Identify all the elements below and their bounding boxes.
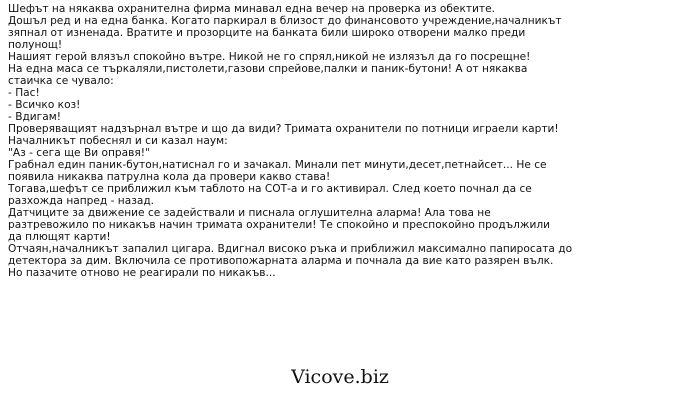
text-line: разтревожило по никакъв начин тримата охранители! Те спокойно и преспокойно продължили [8,219,551,231]
text-line: да плющят карти! [8,231,111,243]
text-line: Нашият герой влязъл спокойно вътре. Никой не го спрял,никой не излязъл да го посрещне! [8,51,531,63]
text-line: - Всичко коз! [8,99,81,111]
text-line: Шефът на някаква охранителна фирма минавал една вечер на проверка из обектите. [8,3,495,15]
text-line: "Аз - сега ще Ви оправя!" [8,147,150,159]
site-watermark: Vicove.biz [291,366,389,388]
text-line: разхожда напред - назад. [8,195,155,207]
text-line: Датчиците за движение се задействали и писнала оглушителна аларма! Ала това не [8,207,491,219]
text-line: Но пазачите отново не реагирали по никакъв... [8,267,276,279]
text-line: - Пас! [8,87,40,99]
text-line: появила никаква патрулна кола да провери какво става! [8,171,331,183]
text-line: Отчаян,началникът запалил цигара. Вдигнал високо ръка и приближил максимално папиросата до [8,243,573,255]
text-line: Началникът побеснял и си казал наум: [8,135,228,147]
text-line: На една маса се търкаляли,пистолети,газови спрейове,палки и паник-бутони! А от някаква [8,63,528,75]
text-line: зяпнал от изненада. Вратите и прозорците на банката били широко отворени малко преди [8,27,526,39]
text-line: детектора за дим. Включила се противопожарната аларма и почнала да вие като разярен вълк. [8,255,554,267]
text-line: Проверяващият надзърнал вътре и що да види? Тримата охранители по потници играели карти! [8,123,559,135]
text-line: полунощ! [8,39,63,51]
text-line: Дошъл ред и на една банка. Когато паркирал в близост до финансовото учреждение,началникът [8,15,562,27]
text-line: стаичка се чувало: [8,75,114,87]
joke-text [8,3,608,279]
text-line: Тогава,шефът се приближил към таблото на СОТ-а и го активирал. След което почнал да се [8,183,532,195]
text-line: Грабнал един паник-бутон,натиснал го и зачакал. Минали пет минути,десет,петнайсет... Не се [8,159,547,171]
text-line: - Вдигам! [8,111,61,123]
